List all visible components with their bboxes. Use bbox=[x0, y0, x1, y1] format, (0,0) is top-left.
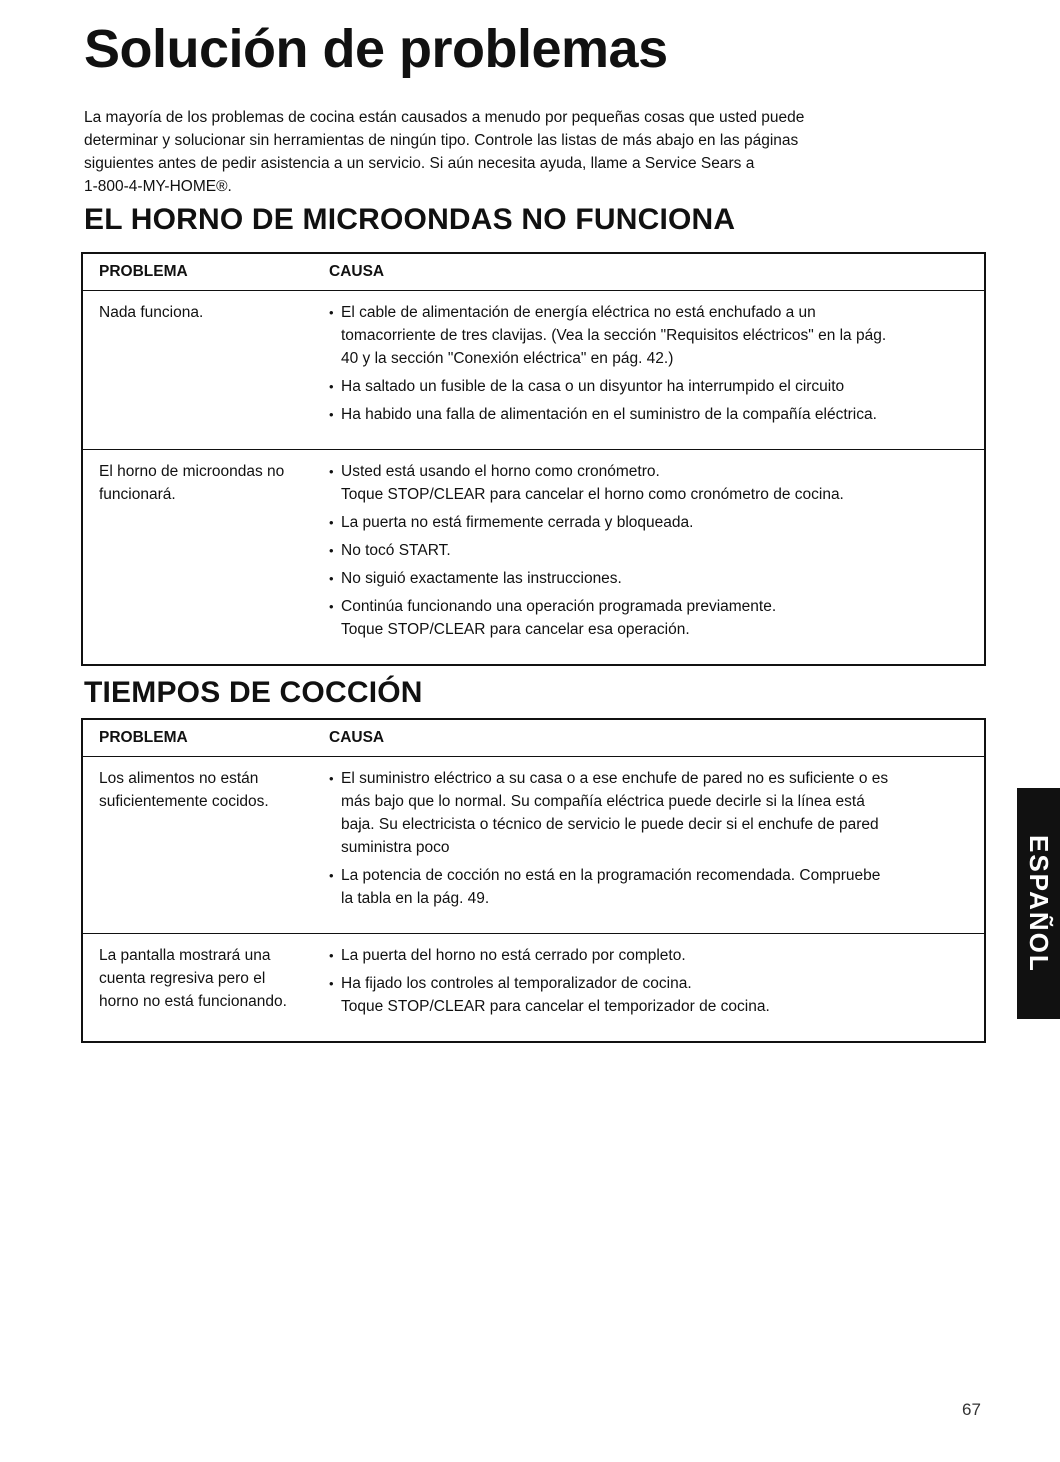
problem-cell: La pantalla mostrará una cuenta regresiva pero el horno no está funcionando. bbox=[99, 947, 287, 1010]
column-header-problem: PROBLEMA bbox=[99, 263, 188, 280]
cause-cell bbox=[329, 944, 984, 1023]
page-number: 67 bbox=[962, 1400, 981, 1419]
cause-item: • Continúa funcionando una operación programada previamente. Toque STOP/CLEAR para cancelar esa operación. bbox=[329, 595, 970, 641]
section-heading-microwave-not-working: EL HORNO DE MICROONDAS NO FUNCIONA bbox=[84, 203, 736, 236]
cause-item: • Ha habido una falla de alimentación en el suministro de la compañía eléctrica. bbox=[329, 403, 970, 426]
table-row bbox=[83, 291, 984, 450]
language-tab-label: ESPAÑOL bbox=[1024, 834, 1054, 973]
problem-cell: El horno de microondas no funcionará. bbox=[99, 463, 285, 503]
troubleshooting-table-cooking-times bbox=[81, 718, 986, 1043]
column-header-cause: CAUSA bbox=[329, 729, 385, 746]
cause-item: • La potencia de cocción no está en la programación recomendada. Compruebe la tabla en la pág. 49. bbox=[329, 864, 970, 910]
cause-item: • No tocó START. bbox=[329, 539, 970, 562]
section-heading-cooking-times: TIEMPOS DE COCCIÓN bbox=[84, 676, 423, 709]
cause-cell bbox=[329, 767, 984, 915]
page-title: Solución de problemas bbox=[84, 19, 668, 79]
cause-item: • La puerta del horno no está cerrado por completo. bbox=[329, 944, 970, 967]
column-header-problem: PROBLEMA bbox=[99, 729, 188, 746]
cause-cell bbox=[329, 301, 984, 431]
cause-item: • El suministro eléctrico a su casa o a ese enchufe de pared no es suficiente o es más bajo que lo normal. Su compañía eléctrica puede decirle si la línea está baja. Su electricista o técnico de servicio le puede decir si el enchufe de pared suministra poco bbox=[329, 767, 970, 859]
cause-item: • Usted está usando el horno como cronómetro. Toque STOP/CLEAR para cancelar el horno como cronómetro de cocina. bbox=[329, 460, 970, 506]
cause-item: • No siguió exactamente las instrucciones. bbox=[329, 567, 970, 590]
troubleshooting-table-microwave bbox=[81, 252, 986, 666]
cause-item: • La puerta no está firmemente cerrada y bloqueada. bbox=[329, 511, 970, 534]
table-row bbox=[83, 450, 984, 664]
cause-cell bbox=[329, 460, 984, 646]
language-side-tab bbox=[1017, 788, 1060, 1019]
cause-item: • Ha fijado los controles al temporalizador de cocina. Toque STOP/CLEAR para cancelar el temporizador de cocina. bbox=[329, 972, 970, 1018]
table-row bbox=[83, 934, 984, 1041]
table-header bbox=[83, 720, 984, 757]
intro-paragraph: La mayoría de los problemas de cocina están causados a menudo por pequeñas cosas que usted puede determinar y solucionar sin herramientas de ningún tipo. Controle las listas de más abajo en las páginas siguientes antes de pedir asistencia a un servicio. Si aún necesita ayuda, llame a Service Sears a 1-800-4-MY-HOME®. bbox=[84, 109, 805, 195]
table-row bbox=[83, 757, 984, 934]
problem-cell: Los alimentos no están suficientemente cocidos. bbox=[99, 770, 269, 810]
problem-cell: Nada funciona. bbox=[99, 304, 204, 321]
column-header-cause: CAUSA bbox=[329, 263, 385, 280]
cause-item: • Ha saltado un fusible de la casa o un disyuntor ha interrumpido el circuito bbox=[329, 375, 970, 398]
table-header bbox=[83, 254, 984, 291]
cause-item: • El cable de alimentación de energía eléctrica no está enchufado a un tomacorriente de tres clavijas. (Vea la sección "Requisitos eléctricos" en la pág. 40 y la sección "Conexión eléctrica" en pág. 42.) bbox=[329, 301, 970, 370]
